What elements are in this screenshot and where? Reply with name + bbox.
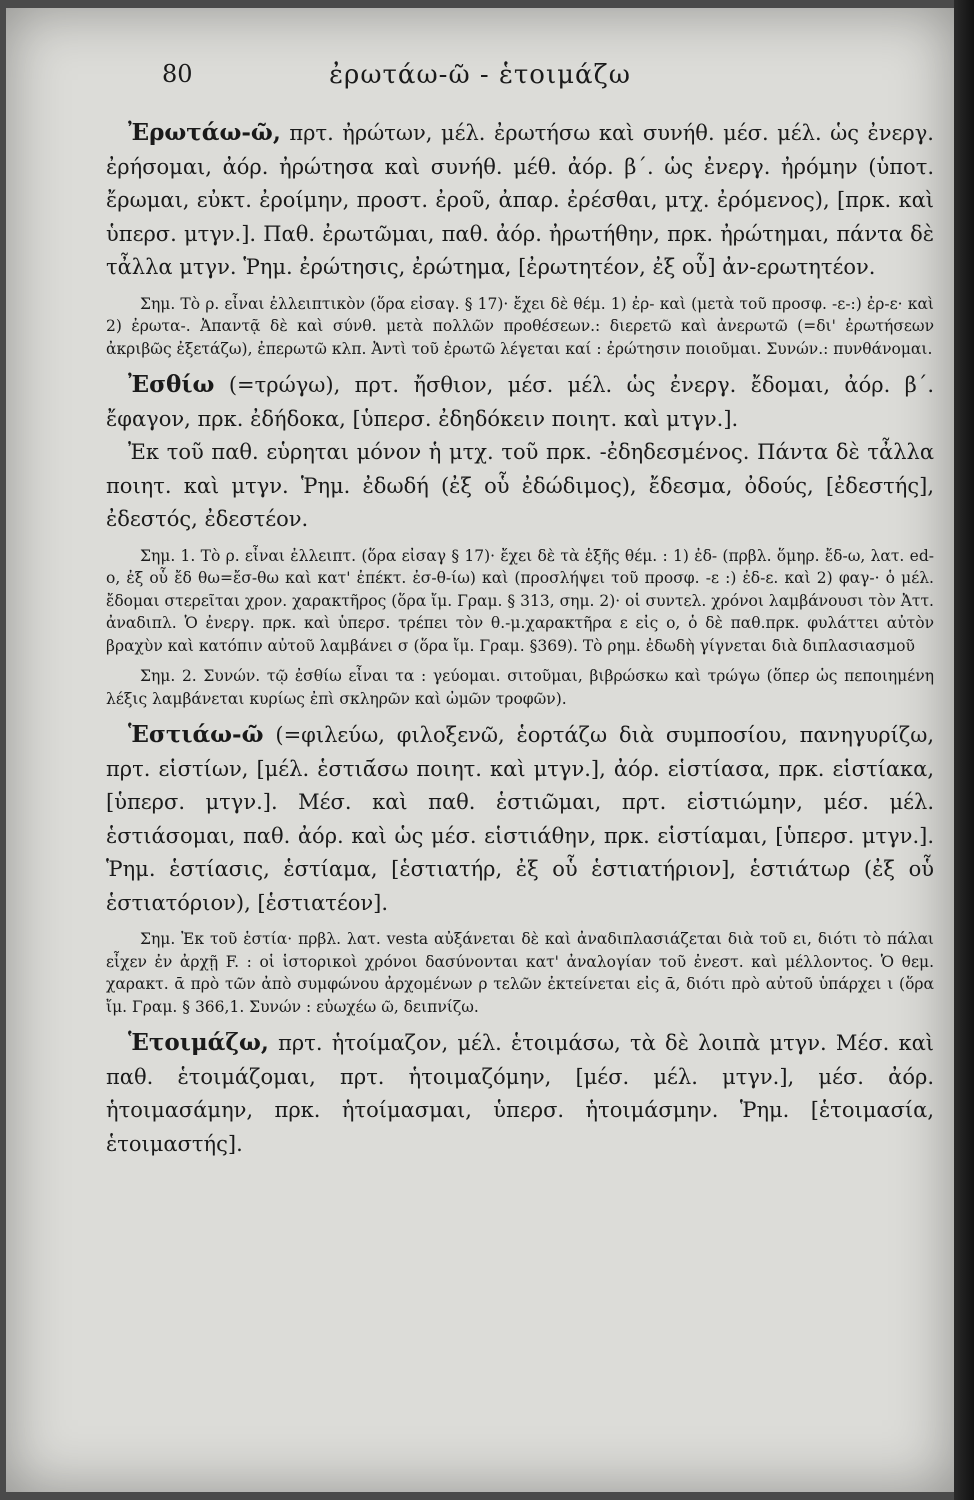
entry-lemma: Ἐσθίω <box>128 371 215 398</box>
entry-esthio <box>106 368 934 436</box>
entry-text: (=τρώγω), πρτ. ἤσθιον, μέσ. μέλ. ὡς ἐνεργ. ἔδομαι, ἀόρ. β΄. ἔφαγον, πρκ. ἐδήδοκα, [ὑπερσ. ἐδηδόκειν ποιητ. καὶ μτγν.]. <box>106 373 934 431</box>
page-header <box>66 60 894 100</box>
entry-erotao <box>106 116 934 285</box>
page-content <box>106 116 934 1161</box>
entry-etoimazo <box>106 1026 934 1161</box>
running-head: ἐρωτάω-ῶ - ἑτοιμάζω <box>329 60 631 90</box>
entry-text-continued: Ἐκ τοῦ παθ. εὑρηται μόνον ἡ μτχ. τοῦ πρκ. -ἐδηδεσμένος. Πάντα δὲ τἆλλα ποιητ. καὶ μτγν. Ῥημ. ἐδωδή (ἐξ οὗ ἐδώδιμος), ἔδεσμα, ὀδούς, [ἐδεστής], ἐδεστός, ἐδεστέον. <box>106 440 934 531</box>
entry-lemma: Ἑτοιμάζω, <box>128 1029 269 1056</box>
entry-text: πρτ. ἠρώτων, μέλ. ἐρωτήσω καὶ συνήθ. μέσ. μέλ. ὡς ἐνεργ. ἐρήσομαι, ἀόρ. ἠρώτησα καὶ συνήθ. μέθ. ἀόρ. β΄. ὡς ἐνεργ. ἠρόμην (ὑποτ. ἔρωμαι, εὐκτ. ἐροίμην, προστ. ἐροῦ, ἀπαρ. ἐρέσθαι, μτχ. ἐρόμενος), [πρκ. καὶ ὑπερσ. μτγν.]. Παθ. ἐρωτῶμαι, παθ. ἀόρ. ἠρωτήθην, πρκ. ἠρώτημαι, πάντα δὲ τἆλλα μτγν. Ῥημ. ἐρώτησις, ἐρώτημα, [ἐρωτητέον, ἐξ οὗ] ἀν-ερωτητέον. <box>106 121 934 279</box>
entry-text: πρτ. ἡτοίμαζον, μέλ. ἑτοιμάσω, τὰ δὲ λοιπὰ μτγν. Μέσ. καὶ παθ. ἑτοιμάζομαι, πρτ. ἡτοιμαζόμην, [μέσ. μέλ. μτγν.], μέσ. ἀόρ. ἡτοιμασάμην, πρκ. ἡτοίμασμαι, ὑπερσ. ἡτοιμάσμην. Ῥημ. [ἑτοιμασία, ἑτοιμαστής]. <box>106 1031 934 1156</box>
entry-note: Σημ. Τὸ ρ. εἶναι ἐλλειπτικὸν (ὅρα εἰσαγ. § 17)· ἔχει δὲ θέμ. 1) ἐρ- καὶ (μετὰ τοῦ προσφ. -ε-:) ἐρ-ε· καὶ 2) ἐρωτα-. Ἀπαντᾷ δὲ καὶ σύνθ. μετὰ πολλῶν προθέσεων.: διερετῶ καὶ ἀνερωτῶ (=δι' ἐρωτήσεων ἀκριβῶς ἐξετάζω), ἐπερωτῶ κλπ. Ἀντὶ τοῦ ἐρωτῶ λέγεται καί : ἐρώτησιν ποιοῦμαι. Συνών.: πυνθάνομαι. <box>106 294 934 358</box>
book-page <box>6 8 954 1492</box>
entry-text: (=φιλεύω, φιλοξενῶ, ἑορτάζω διὰ συμποσίου, πανηγυρίζω, πρτ. εἱστίων, [μέλ. ἑστιᾱ́σω ποιητ. καὶ μτγν.], ἀόρ. εἱστίασα, πρκ. εἱστίακα, [ὑπερσ. μτγν.]. Μέσ. καὶ παθ. ἑστιῶμαι, πρτ. εἱστιώμην, μέσ. μέλ. ἑστιάσομαι, παθ. ἀόρ. καὶ ὡς μέσ. εἱστιάθην, πρκ. εἱστίαμαι, [ὑπερσ. μτγν.]. Ῥημ. ἑστίασις, ἑστίαμα, [ἑστιατήρ, ἐξ οὗ ἑστιατήριον], ἑστιάτωρ (ἐξ οὗ ἑστιατόριον), [ἑστιατέον]. <box>106 723 934 915</box>
page-number: 80 <box>162 60 193 88</box>
entry-note: Σημ. 1. Τὸ ρ. εἶναι ἐλλειπτ. (ὅρα εἰσαγ § 17)· ἔχει δὲ τὰ ἑξῆς θέμ. : 1) ἐδ- (πρβλ. ὅμηρ. ἔδ-ω, λατ. ed-o, ἐξ οὗ ἔδ θω=ἔσ-θω καὶ κατ' ἐπέκτ. ἐσ-θ-ίω) καὶ (προσλήψει τοῦ προσφ. -ε :) ἐδ-ε. καὶ 2) φαγ-· ὁ μέλ. ἔδομαι στερεῖται χρον. χαρακτῆρος (ὅρα ἴμ. Γραμ. § 313, σημ. 2)· οἱ συντελ. χρόνοι λαμβάνουσι τὸν Ἀττ. ἀναδιπλ. Ὁ ἐνεργ. πρκ. καὶ ὑπερσ. τρέπει τὸν θ.-μ.χαρακτῆρα ε εἰς ο, ὁ δὲ παθ.πρκ. φυλάττει αὐτὸν βραχὺν καὶ κατόπιν αὐτοῦ λαμβάνει σ (ὅρα ἴμ. Γραμ. §369). Τὸ ρημ. ἐδωδὴ γίγνεται διὰ διπλασιασμοῦ <box>106 546 934 655</box>
page-edge <box>954 0 974 1500</box>
entry-note: Σημ. Ἐκ τοῦ ἑστία· πρβλ. λατ. vesta αὐξάνεται δὲ καὶ ἀναδιπλασιάζεται διὰ τοῦ ει, διότι τὸ πάλαι εἶχεν ἐν ἀρχῇ F. : οἱ ἱστορικοὶ χρόνοι δασύνονται κατ' ἀναλογίαν τοῦ ἐνεστ. καὶ μέλλοντος. Ὁ θεμ. χαρακτ. ᾱ πρὸ τῶν ἀπὸ συμφώνου ἀρχομένων ρ τελῶν ἐκτείνεται εἰς ᾱ, διότι πρὸ αὐτοῦ ὑπάρχει ι (ὅρα ἴμ. Γραμ. § 366,1. Συνών : εὐωχέω ῶ, δειπνίζω. <box>106 930 934 1016</box>
entry-lemma: Ἐρωτάω-ῶ, <box>128 119 281 146</box>
entry-note: Σημ. 2. Συνών. τῷ ἐσθίω εἶναι τα : γεύομαι. σιτοῦμαι, βιβρώσκω καὶ τρώγω (ὅπερ ὡς πεποιημένη λέξις λαμβάνεται κυρίως ἐπὶ σκληρῶν καὶ ὠμῶν τροφῶν). <box>106 667 934 708</box>
entry-estiao <box>106 718 934 920</box>
entry-lemma: Ἑστιάω-ῶ <box>128 721 264 748</box>
